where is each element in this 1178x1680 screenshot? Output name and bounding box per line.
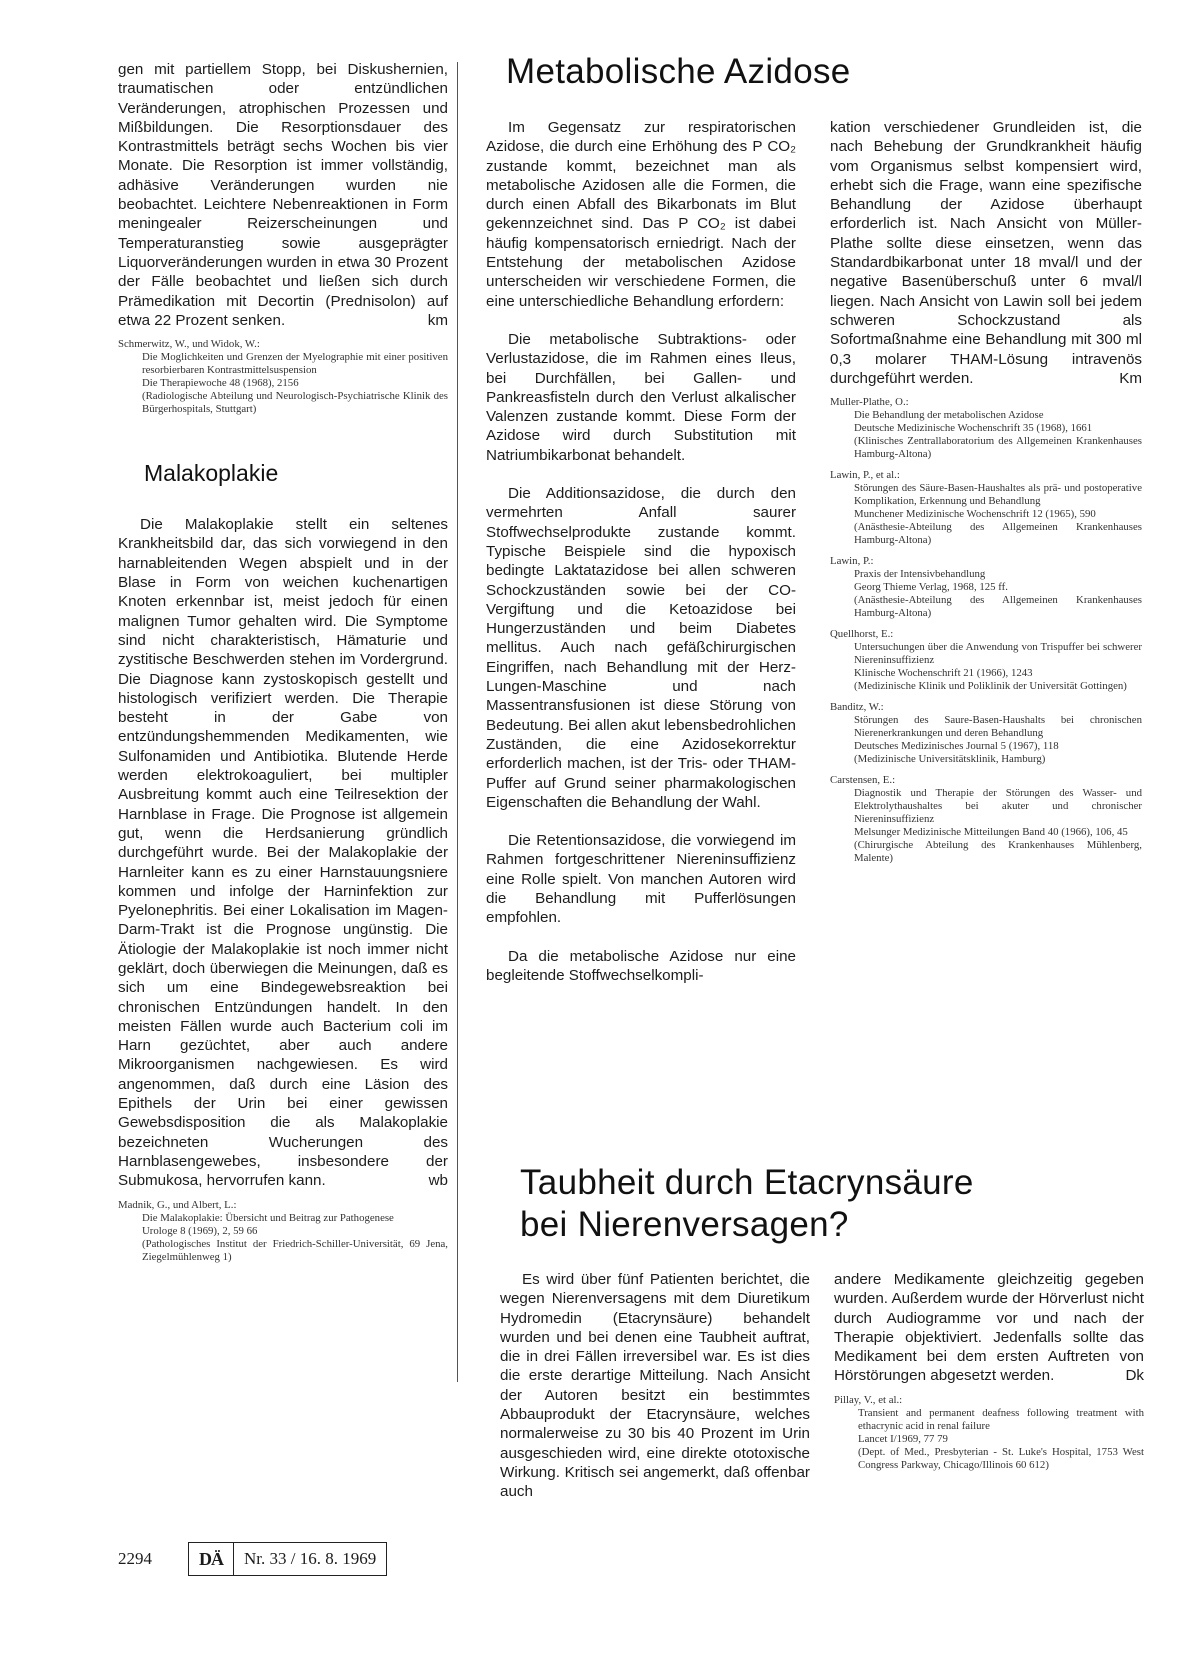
signature: Dk [1125, 1367, 1144, 1385]
reference: Carstensen, E.: Diagnostik und Therapie der Störungen des Wasser- und Elektrolythaushaltes bei akuter und chronischer Niereninsuffizienz Melsunger Medizinische Mitteilungen Band 40 (1966), 106, 45 (Chirurgische Abteilung des Krankenhauses Mühlenberg, Malente) [830, 774, 1142, 865]
journal-logo: DÄ [188, 1542, 234, 1576]
taubheit-column-2 [834, 1270, 1144, 1472]
paragraph: Die Additionsazidose, die durch den vermehrten Anfall saurer Stoffwechselprodukte zustande kommt. Typische Beispiele sind die hypoxisch bedingte Laktatazidose bei allen schweren Schockzuständen sowie bei der CO-Vergiftung und die Ketoazidose bei Hungerzuständen und beim Diabetes mellitus. Auch nach gefäßchirurgischen Eingriffen, nach Behandlung mit der Herz-Lungen-Maschine und nach Massentransfusionen ist diese Störung von Bedeutung. Bei allen akut lebensbedrohlichen Zuständen, die eine Azidosekorrektur erforderlich machen, ist der Tris- oder THAM-Puffer auf Grund seiner pharmakologischen Eigenschaften die Behandlung der Wahl. [486, 485, 796, 811]
left-column [118, 60, 448, 1264]
article-title-metabolische-azidose: Metabolische Azidose [506, 52, 851, 91]
paragraph: Die metabolische Subtraktions- oder Verlustazidose, die im Rahmen eines Ileus, bei Durchfällen, bei Gallen- und Pankreasfisteln durch den Verlust alkalischer Valenzen zustande kommt. Diese Form der Azidose wird durch Substitution mit Natriumbikarbonat behandelt. [486, 330, 796, 464]
paragraph: Da die metabolische Azidose nur eine begleitende Stoffwechselkompli- [486, 947, 796, 984]
azidose-column-2 [830, 118, 1142, 865]
page-number: 2294 [118, 1549, 152, 1568]
reference: Lawin, P., et al.: Störungen des Säure-Basen-Haushaltes als prä- und postoperative Komplikation, Erkennung und Behandlung Munchener Medizinische Wochenschrift 12 (1965), 590 (Anästhesie-Abteilung des Allgemeinen Krankenhauses Hamburg-Altona) [830, 469, 1142, 547]
paragraph: Die Retentionsazidose, die vorwiegend im Rahmen fortgeschrittener Niereninsuffizienz eine Rolle spielt. Von manchen Autoren wird die Behandlung mit Pufferlösungen empfohlen. [486, 832, 796, 927]
reference: Muller-Plathe, O.: Die Behandlung der metabolischen Azidose Deutsche Medizinische Wochenschrift 35 (1968), 1661 (Klinisches Zentrallaboratorium des Allgemeinen Krankenhauses Hamburg-Altona) [830, 396, 1142, 461]
reference: Lawin, P.: Praxis der Intensivbehandlung Georg Thieme Verlag, 1968, 125 ff. (Anästhesie-Abteilung des Allgemeinen Krankenhauses Hamburg-Altona) [830, 555, 1142, 620]
reference: Schmerwitz, W., und Widok, W.: Die Moglichkeiten und Grenzen der Myelographie mit einer positiven resorbierbaren Kontrastmittelsuspension Die Therapiewoche 48 (1968), 2156 (Radiologische Abteilung und Neurologisch-Psychiatrische Klinik des Bürgerhospitals, Stuttgart) [118, 338, 448, 416]
paragraph: kation verschiedener Grundleiden ist, die nach Behebung der Grundkrankheit häufig vom Organismus selbst kompensiert wird, erhebt sich die Frage, wann eine spezifische Behandlung der Azidose überhaupt erforderlich ist. Nach Ansicht von Müller-Plathe sollte diese einsetzen, wenn das Standardbikarbonat unter 18 mval/l und der negative Basenüberschuß unter 6 mval/l liegen. Nach Ansicht von Lawin soll bei jedem schweren Schockzustand als Sofortmaßnahme eine Behandlung mit 300 ml 0,3 molarer THAM-Lösung intravenös durchgeführt werden. Km [830, 119, 1142, 387]
reference: Madnik, G., und Albert, L.: Die Malakoplakie: Übersicht und Beitrag zur Pathogenese Urologe 8 (1969), 2, 59 66 (Pathologisches Institut der Friedrich-Schiller-Universität, 69 Jena, Ziegelmühlenweg 1) [118, 1198, 448, 1263]
column-divider [457, 62, 458, 1382]
paragraph: Im Gegensatz zur respiratorischen Azidose, die durch eine Erhöhung des P CO₂ zustande kommt, bezeichnet man als metabolische Azidosen alle die Formen, die durch einen Abfall des Bikarbonats im Blut gekennzeichnet sind. Das P CO₂ ist dabei häufig kompensatorisch erniedrigt. Nach der Entstehung der metabolischen Azidose unterscheiden wir verschiedene Formen, die eine unterschiedliche Behandlung erfordern: [486, 119, 796, 310]
reference: Pillay, V., et al.: Transient and permanent deafness following treatment with ethacrynic acid in renal failure Lancet I/1969, 77 79 (Dept. of Med., Presbyterian - St. Luke's Hospital, 1753 West Congress Parkway, Chicago/Illinois 60 612) [834, 1393, 1144, 1471]
article-title-taubheit: Taubheit durch Etacrynsäure bei Nierenversagen? [520, 1163, 974, 1244]
taubheit-column-1 [500, 1270, 810, 1502]
issue-info: Nr. 33 / 16. 8. 1969 [234, 1542, 387, 1576]
signature: Km [1119, 369, 1142, 387]
malakoplakie-text: Die Malakoplakie stellt ein seltenes Krankheitsbild dar, das sich vorwiegend in den harnableitenden Wegen abspielt und in der Blase in Form von weichen kuchenartigen Knoten erkennbar ist, meist jedoch für einen malignen Tumor gehalten wird. Die Symptome sind nicht charakteristisch, Hämaturie und zystitische Beschwerden stehen im Vordergrund. Die Diagnose kann zystoskopisch gestellt und histologisch verifiziert werden. Die Therapie besteht in der Gabe von entzündungshemmenden Medikamenten, wie Sulfonamiden und Antibiotika. Blutende Herde werden elektrokoaguliert, bei multipler Ausbreitung kommt auch eine Teilresektion der Harnblase in Frage. Die Prognose ist allgemein gut, wenn die Herdsanierung gründlich durchgeführt wurde. Bei der Malakoplakie der Harnleiter kann es zu einer Harnstauungsniere kommen und infolge der Harninfektion zur Pyelonephritis. Bei einer Lokalisation im Magen-Darm-Trakt ist die Prognose ungünstig. Die Ätiologie der Malakoplakie ist noch immer nicht geklärt, doch überwiegen die Meinungen, daß es sich um eine Bindegewebsreaktion bei chronischen Entzündungen handelt. In den meisten Fällen wurde auch Bacterium coli im Harn gezüchtet, aber auch andere Mikroorganismen nachgewiesen. Es wird angenommen, daß durch eine Läsion des Epithels der Urin bei einer gewissen Gewebsdisposition die als Malakoplakie bezeichneten Wucherungen des Harnblasengewebes, insbesondere der Submukosa, hervorrufen kann. wb [118, 516, 448, 1190]
signature: km [427, 311, 448, 329]
signature: wb [428, 1172, 448, 1190]
reference: Quellhorst, E.: Untersuchungen über die Anwendung von Trispuffer bei schwerer Niereninsuffizienz Klinische Wochenschrift 21 (1966), 1243 (Medizinische Klinik und Poliklinik der Universität Gottingen) [830, 628, 1142, 693]
reference: Banditz, W.: Störungen des Saure-Basen-Haushalts bei chronischen Nierenerkrankungen und deren Behandlung Deutsches Medizinisches Journal 5 (1967), 118 (Medizinische Universitätsklinik, Hamburg) [830, 701, 1142, 766]
paragraph: andere Medikamente gleichzeitig gegeben wurden. Außerdem wurde der Hörverlust nicht durch Audiogramme vor und nach der Therapie objektiviert. Jedenfalls sollte das Medikament bei dem ersten Auftreten von Hörstörungen abgesetzt werden. Dk [834, 1271, 1144, 1385]
azidose-column-1 [486, 118, 796, 985]
page-footer [118, 1542, 387, 1576]
section-title-malakoplakie: Malakoplakie [144, 460, 279, 487]
paragraph: Es wird über fünf Patienten berichtet, die wegen Nierenversagens mit dem Diuretikum Hydromedin (Etacrynsäure) behandelt wurden und bei denen eine Taubheit auftrat, die in drei Fällen irreversibel war. Es ist dies die erste derartige Mitteilung. Nach Ansicht der Autoren besitzt ein bestimmtes Abbauprodukt der Etacrynsäure, welches normalerweise zu 30 bis 40 Prozent im Urin ausgeschieden wird, eine direkte ototoxische Wirkung. Kritisch sei angemerkt, daß offenbar auch [500, 1271, 810, 1501]
myelography-text: gen mit partiellem Stopp, bei Diskushernien, traumatischen oder entzündlichen Veränderungen, atrophischen Prozessen und Mißbildungen. Die Resorptionsdauer des Kontrastmittels beträgt sechs Wochen bis vier Monate. Die Resorption ist immer vollständig, adhäsive Veränderungen wurden nie beobachtet. Leichtere Nebenreaktionen in Form meningealer Reizerscheinungen und Temperaturanstieg sowie ausgeprägter Liquorveränderungen wurden in etwa 30 Prozent der Fälle beobachtet und ließen sich durch Prämedikation mit Decortin (Prednisolon) auf etwa 22 Prozent senken. km [118, 61, 448, 329]
